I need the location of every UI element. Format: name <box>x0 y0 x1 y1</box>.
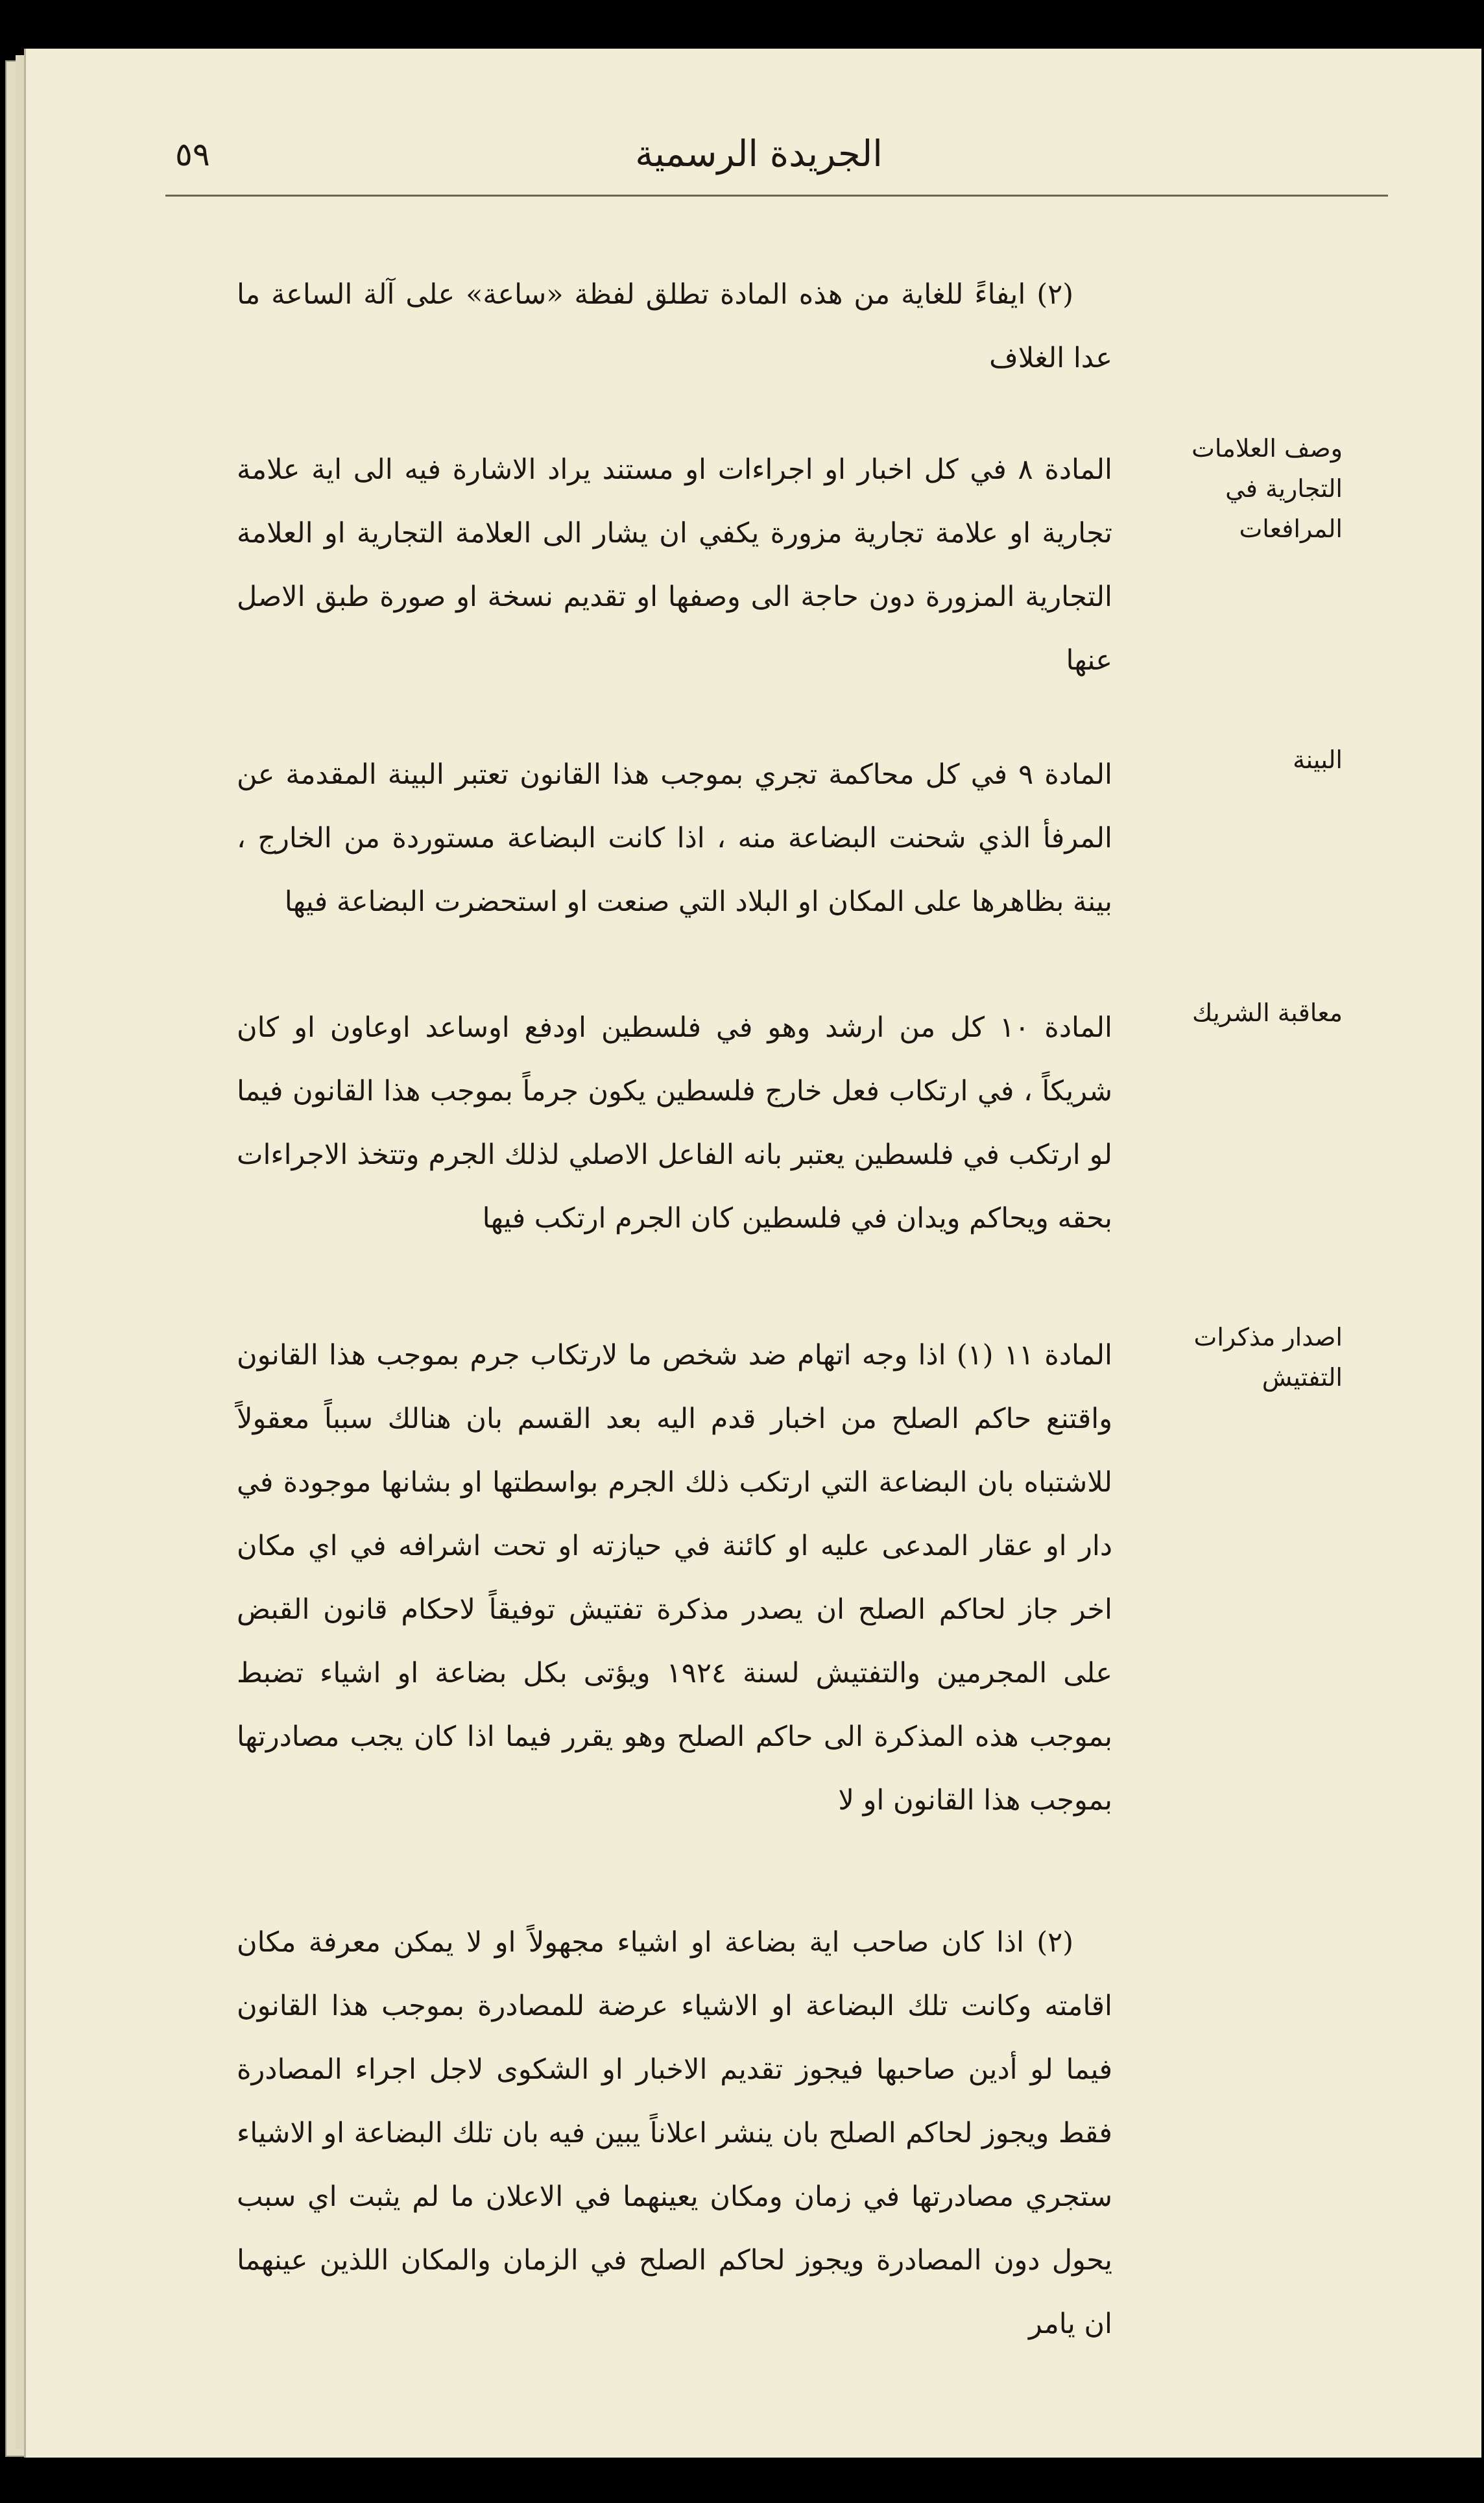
page-number: ٥٩ <box>175 136 210 173</box>
side-note-article-8: وصف العلامات التجارية في المرافعات <box>1191 434 1343 543</box>
gazette-page <box>26 49 1481 2458</box>
side-note-article-11: اصدار مذكرات التفتيش <box>1193 1323 1343 1392</box>
page-body <box>26 49 1481 2458</box>
gazette-title: الجريدة الرسمية <box>635 133 883 175</box>
side-note-article-9: البينة <box>1293 745 1343 774</box>
article-10-text: المادة ١٠ كل من ارشد وهو في فلسطين اودفع اوساعد اوعاون او كان شريكاً ، في ارتكاب فعل خارج فلسطين يكون جرماً بموجب هذا القانون فيما لو ارتكب في فلسطين يعتبر بانه الفاعل الاصلي لذلك الجرم وتتخذ الاجراءات بحقه ويحاكم ويدان في فلسطين كان الجرم ارتكب فيها <box>237 1011 1112 1235</box>
article-11-1-text: المادة ١١ (١) اذا وجه اتهام ضد شخص ما لارتكاب جرم بموجب هذا القانون واقتنع حاكم الصلح من اخبار قدم اليه بعد القسم بان هنالك سبباً معقولاً للاشتباه بان البضاعة التي ارتكب ذلك الجرم بواسطتها او بشانها موجودة في دار او عقار المدعى عليه او كائنة في حيازته او تحت اشرافه في اي مكان اخر جاز لحاكم الصلح ان يصدر مذكرة تفتيش توفيقاً لاحكام قانون القبض على المجرمين والتفتيش لسنة ١٩٢٤ ويؤتى بكل بضاعة او اشياء تضبط بموجب هذه المذكرة الى حاكم الصلح وهو يقرر فيما اذا كان يجب مصادرتها بموجب هذا القانون او لا <box>237 1339 1113 1817</box>
article-11-2-text: (٢) اذا كان صاحب اية بضاعة او اشياء مجهولاً او لا يمكن معرفة مكان اقامته وكانت تلك البضاعة او الاشياء عرضة للمصادرة بموجب هذا القانون فيما لو أدين صاحبها فيجوز تقديم الاخبار او الشكوى لاجل اجراء المصادرة فقط ويجوز لحاكم الصلح بان ينشر اعلاناً يبين فيه بان تلك البضاعة او الاشياء ستجري مصادرتها في زمان ومكان يعينهما في الاعلان ما لم يثبت اي سبب يحول دون المصادرة ويجوز لحاكم الصلح في الزمان والمكان اللذين عينهما ان يامر <box>237 1926 1112 2340</box>
side-note-article-10: معاقبة الشريك <box>1192 998 1343 1027</box>
article-9-text: المادة ٩ في كل محاكمة تجري بموجب هذا القانون تعتبر البينة المقدمة عن المرفأ الذي شحنت البضاعة منه ، اذا كانت البضاعة مستوردة من الخارج ، بينة بظاهرها على المكان او البلاد التي صنعت او استحضرت البضاعة فيها <box>237 758 1112 918</box>
article-8-text: المادة ٨ في كل اخبار او اجراءات او مستند يراد الاشارة فيه الى اية علامة تجارية او علامة تجارية مزورة يكفي ان يشار الى العلامة التجارية او العلامة التجارية المزورة دون حاجة الى وصفها او تقديم نسخة او صورة طبق الاصل عنها <box>237 453 1113 677</box>
paragraph-clock-definition: (٢) ايفاءً للغاية من هذه المادة تطلق لفظة «ساعة» على آلة الساعة ما عدا الغلاف <box>237 278 1112 374</box>
